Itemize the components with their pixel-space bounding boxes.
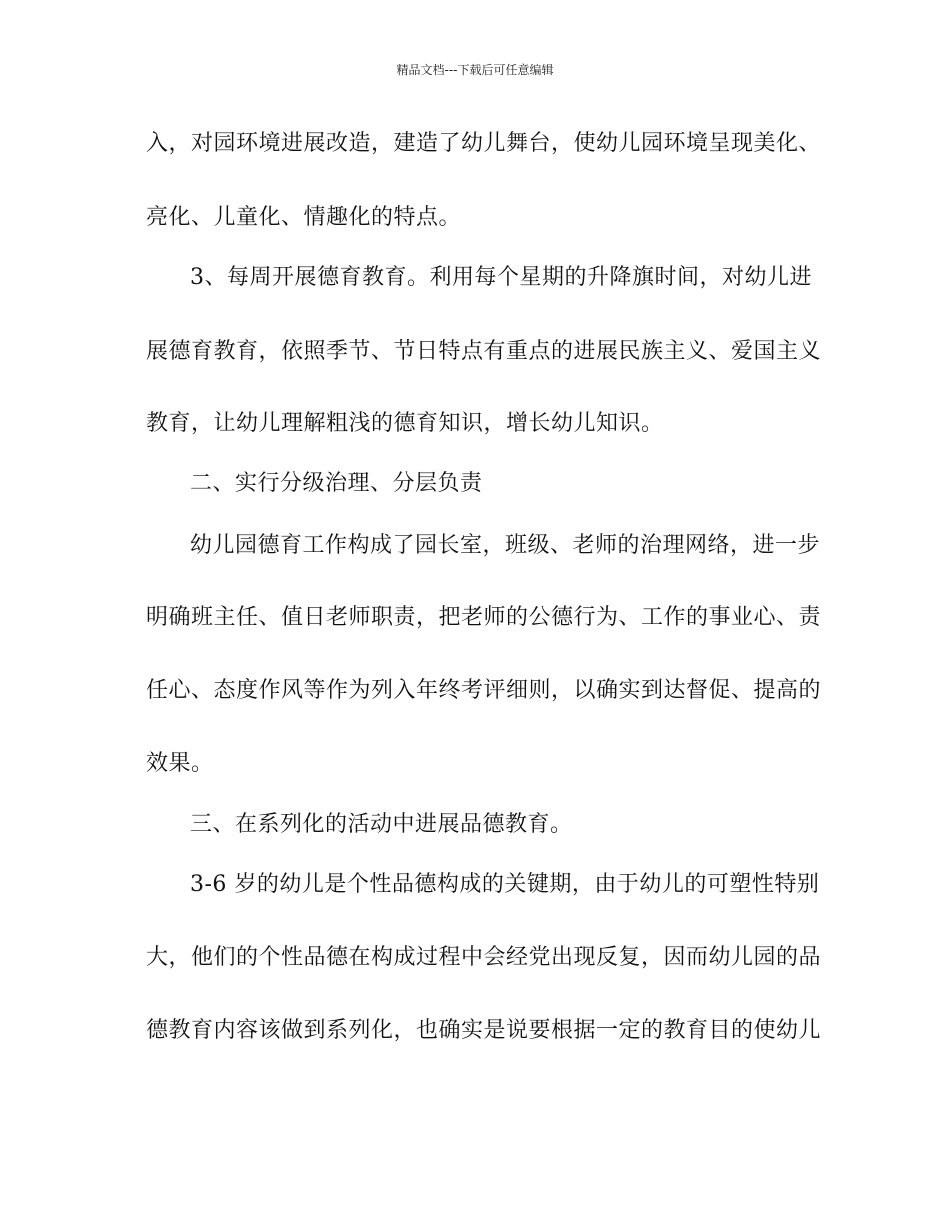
body-line: 教育，让幼儿理解粗浅的德育知识，增长幼儿知识。 <box>146 411 664 436</box>
body-line: 德教育内容该做到系列化，也确实是说要根据一定的教育目的使幼儿 <box>146 1018 822 1043</box>
section-heading: 三、在系列化的活动中进展品德教育。 <box>190 812 573 837</box>
body-line: 效果。 <box>146 751 214 776</box>
body-line: 幼儿园德育工作构成了园长室，班级、老师的治理网络，进一步 <box>190 533 821 558</box>
body-line: 任心、态度作风等作为列入年终考评细则，以确实到达督促、提高的 <box>146 678 822 703</box>
body-line: 3-6 岁的幼儿是个性品德构成的关键期，由于幼儿的可塑性特别 <box>190 872 820 897</box>
page-header: 精品文档---下载后可任意编辑 <box>396 63 554 77</box>
body-line: 大，他们的个性品德在构成过程中会经党出现反复，因而幼儿园的品 <box>146 945 822 970</box>
body-line: 展德育教育，依照季节、节日特点有重点的进展民族主义、爱国主义 <box>146 339 822 364</box>
body-line: 入，对园环境进展改造，建造了幼儿舞台，使幼儿园环境呈现美化、 <box>146 131 822 156</box>
body-line: 亮化、儿童化、情趣化的特点。 <box>146 205 462 230</box>
section-heading: 二、实行分级治理、分层负责 <box>190 471 483 496</box>
body-line: 3、每周开展德育教育。利用每个星期的升降旗时间，对幼儿进 <box>190 265 812 290</box>
body-line: 明确班主任、值日老师职责，把老师的公德行为、工作的事业心、责 <box>146 605 822 630</box>
